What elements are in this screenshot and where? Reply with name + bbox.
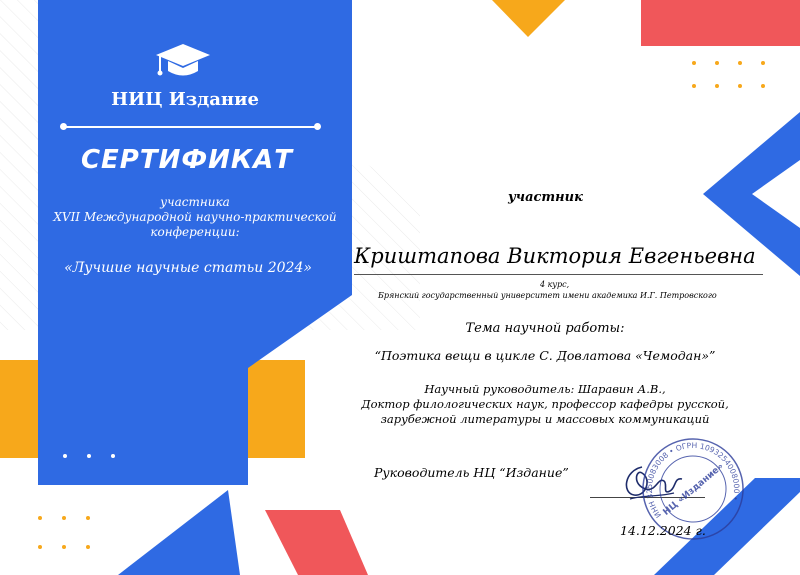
participant-name: Криштапова Виктория Евгеньевна [354,244,756,268]
bottom-blue-triangle [118,490,240,575]
certificate-title: СЕРТИФИКАТ [80,145,294,175]
certificate-date: 14.12.2024 г. [620,523,706,538]
participant-role: участник [508,190,583,205]
graduation-cap-icon [154,42,212,82]
stamp-ring-text: ИНН 3250083008 • ОГРН 1093254008000 • [644,440,742,520]
name-underline [354,274,763,275]
logo-divider [64,126,318,128]
participant-university: Брянский государственный университет имени академика И.Г. Петровского [378,291,717,300]
top-red-rect [641,0,800,46]
divider-dot-right [314,123,321,130]
bottom-red-shape [265,510,368,575]
stamp-center-text: НЦ «Издание» [661,461,726,518]
brand-name: НИЦ Издание [111,89,259,110]
work-title: “Поэтика вещи в цикле С. Довлатова «Чемодан»” [374,348,716,363]
conference-name: «Лучшие научные статьи 2024» [64,260,312,276]
divider-dot-left [60,123,67,130]
top-orange-triangle [492,0,565,37]
head-label: Руководитель НЦ “Издание” [374,465,569,480]
supervisor-line-2: Доктор филологических наук, профессор кафедры русской, [361,397,729,411]
participant-course: 4 курс, [540,280,570,289]
certificate-subtitle-1: участника [160,195,230,209]
certificate-subtitle-2: XVII Международной научно-практической [53,210,337,224]
supervisor-line-3: зарубежной литературы и массовых коммуникаций [380,412,710,426]
work-label: Тема научной работы: [465,321,625,336]
supervisor-line-1: Научный руководитель: Шаравин А.В., [424,382,666,396]
certificate-subtitle-3: конференции: [150,225,240,239]
